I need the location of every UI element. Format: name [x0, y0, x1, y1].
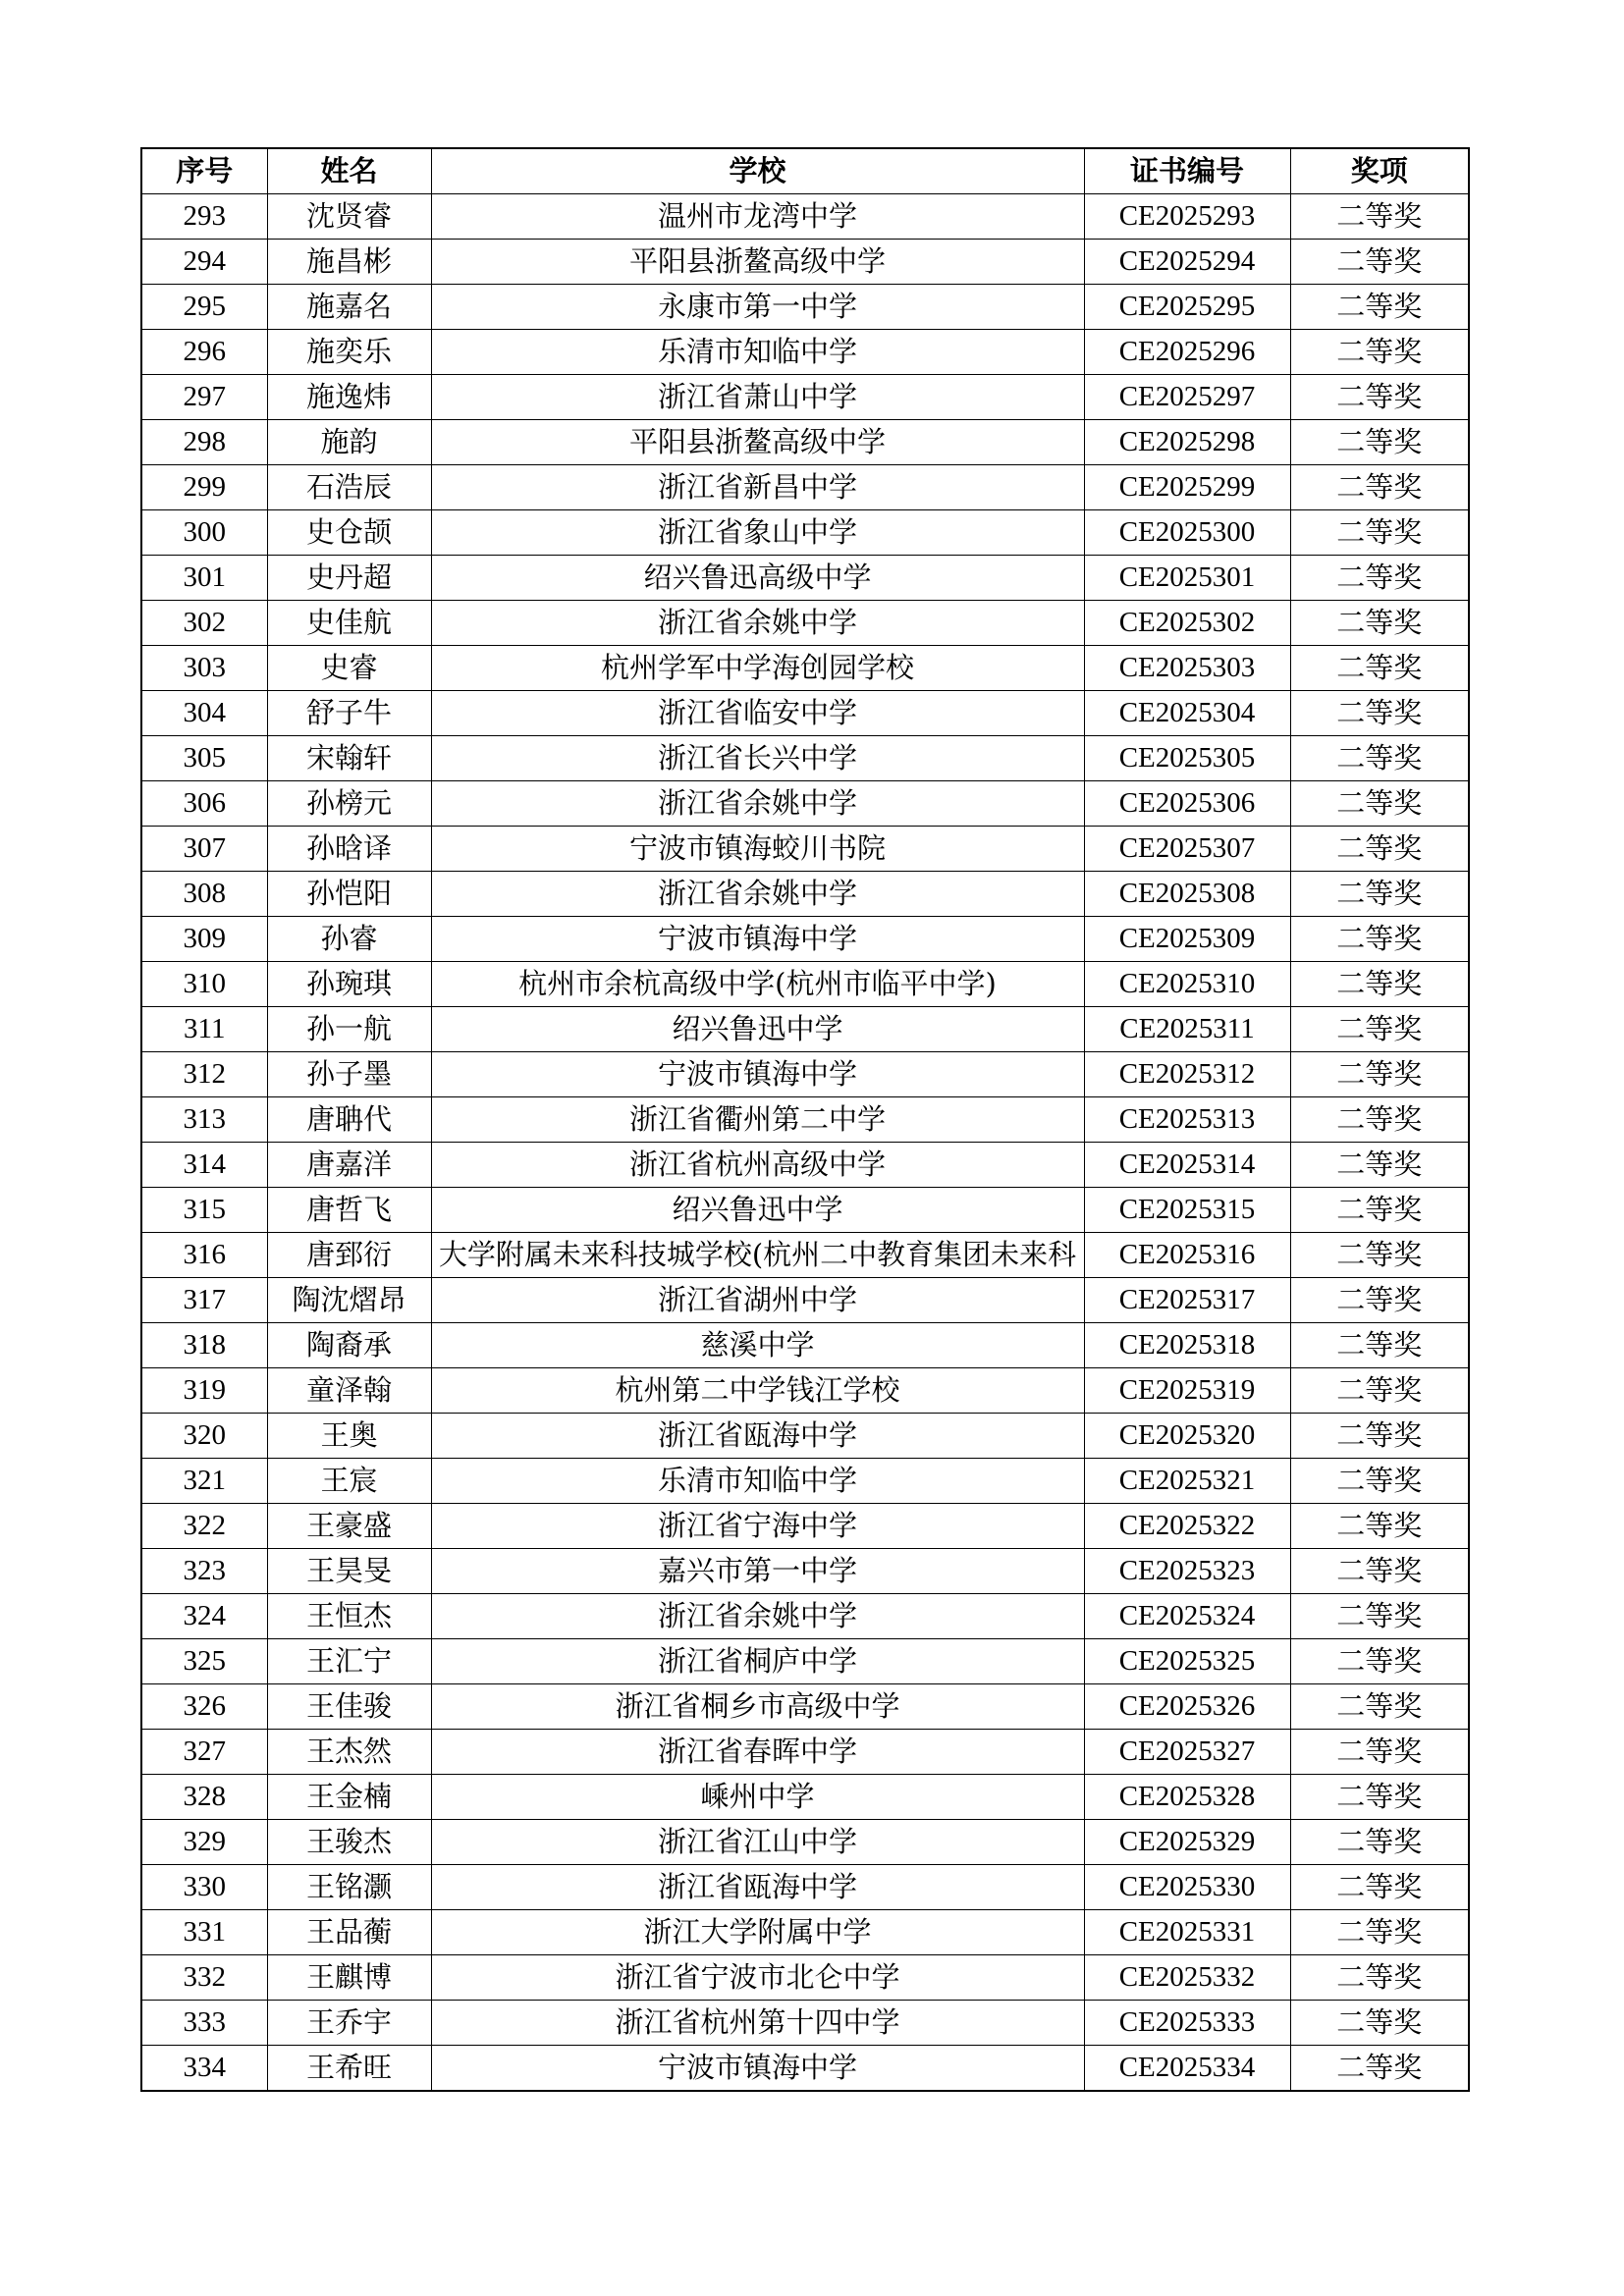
cell-name: 沈贤睿 [267, 194, 431, 240]
cell-name: 王麒博 [267, 1955, 431, 2001]
cell-cert: CE2025298 [1084, 420, 1290, 465]
cell-name: 王希旺 [267, 2046, 431, 2092]
cell-cert: CE2025325 [1084, 1639, 1290, 1684]
cell-no: 315 [141, 1188, 267, 1233]
table-row [141, 2001, 1469, 2046]
cell-cert: CE2025293 [1084, 194, 1290, 240]
cell-name: 史睿 [267, 646, 431, 691]
cell-no: 323 [141, 1549, 267, 1594]
table-row [141, 240, 1469, 285]
table-row [141, 1052, 1469, 1097]
table-row [141, 194, 1469, 240]
cell-no: 309 [141, 917, 267, 962]
cell-name: 施嘉名 [267, 285, 431, 330]
cell-no: 332 [141, 1955, 267, 2001]
table-row [141, 420, 1469, 465]
cell-name: 王金楠 [267, 1775, 431, 1820]
cell-award: 二等奖 [1290, 781, 1469, 827]
table-row [141, 962, 1469, 1007]
table-row [141, 1684, 1469, 1730]
cell-cert: CE2025301 [1084, 556, 1290, 601]
cell-school: 绍兴鲁迅高级中学 [431, 556, 1084, 601]
table-row [141, 1278, 1469, 1323]
cell-award: 二等奖 [1290, 285, 1469, 330]
cell-cert: CE2025304 [1084, 691, 1290, 736]
cell-cert: CE2025306 [1084, 781, 1290, 827]
header-school: 学校 [431, 148, 1084, 194]
table-row [141, 375, 1469, 420]
cell-school: 浙江省宁波市北仑中学 [431, 1955, 1084, 2001]
cell-no: 298 [141, 420, 267, 465]
cell-cert: CE2025317 [1084, 1278, 1290, 1323]
table-row [141, 646, 1469, 691]
table-row [141, 781, 1469, 827]
cell-school: 浙江省湖州中学 [431, 1278, 1084, 1323]
cell-name: 王宸 [267, 1459, 431, 1504]
award-table [140, 147, 1470, 2092]
cell-cert: CE2025333 [1084, 2001, 1290, 2046]
cell-name: 王杰然 [267, 1730, 431, 1775]
cell-cert: CE2025326 [1084, 1684, 1290, 1730]
cell-school: 浙江省衢州第二中学 [431, 1097, 1084, 1143]
table-row [141, 872, 1469, 917]
cell-cert: CE2025303 [1084, 646, 1290, 691]
cell-award: 二等奖 [1290, 1684, 1469, 1730]
table-body [141, 194, 1469, 2092]
cell-school: 浙江省象山中学 [431, 510, 1084, 556]
cell-name: 孙晗译 [267, 827, 431, 872]
cell-school: 浙江省新昌中学 [431, 465, 1084, 510]
cell-award: 二等奖 [1290, 1549, 1469, 1594]
cell-no: 311 [141, 1007, 267, 1052]
cell-cert: CE2025328 [1084, 1775, 1290, 1820]
cell-school: 浙江省杭州第十四中学 [431, 2001, 1084, 2046]
cell-name: 史仓颉 [267, 510, 431, 556]
cell-cert: CE2025309 [1084, 917, 1290, 962]
table-row [141, 1143, 1469, 1188]
cell-award: 二等奖 [1290, 736, 1469, 781]
cell-school: 浙江省宁海中学 [431, 1504, 1084, 1549]
cell-no: 320 [141, 1414, 267, 1459]
cell-cert: CE2025330 [1084, 1865, 1290, 1910]
cell-school: 嘉兴市第一中学 [431, 1549, 1084, 1594]
cell-cert: CE2025334 [1084, 2046, 1290, 2092]
cell-award: 二等奖 [1290, 1820, 1469, 1865]
cell-name: 王恒杰 [267, 1594, 431, 1639]
table-row [141, 1820, 1469, 1865]
cell-cert: CE2025314 [1084, 1143, 1290, 1188]
table-row [141, 1323, 1469, 1368]
cell-cert: CE2025311 [1084, 1007, 1290, 1052]
cell-name: 孙恺阳 [267, 872, 431, 917]
cell-award: 二等奖 [1290, 1414, 1469, 1459]
cell-no: 334 [141, 2046, 267, 2092]
table-row [141, 2046, 1469, 2092]
cell-school: 浙江省瓯海中学 [431, 1414, 1084, 1459]
cell-school: 宁波市镇海蛟川书院 [431, 827, 1084, 872]
cell-no: 329 [141, 1820, 267, 1865]
cell-name: 史佳航 [267, 601, 431, 646]
cell-award: 二等奖 [1290, 510, 1469, 556]
cell-name: 施昌彬 [267, 240, 431, 285]
cell-school: 绍兴鲁迅中学 [431, 1007, 1084, 1052]
cell-cert: CE2025329 [1084, 1820, 1290, 1865]
cell-name: 王骏杰 [267, 1820, 431, 1865]
table-row [141, 1188, 1469, 1233]
cell-award: 二等奖 [1290, 646, 1469, 691]
cell-no: 318 [141, 1323, 267, 1368]
table-row [141, 1594, 1469, 1639]
header-row [141, 148, 1469, 194]
cell-award: 二等奖 [1290, 2001, 1469, 2046]
cell-no: 302 [141, 601, 267, 646]
cell-name: 王品蘅 [267, 1910, 431, 1955]
cell-cert: CE2025299 [1084, 465, 1290, 510]
cell-no: 313 [141, 1097, 267, 1143]
cell-cert: CE2025319 [1084, 1368, 1290, 1414]
cell-school: 浙江省江山中学 [431, 1820, 1084, 1865]
cell-no: 324 [141, 1594, 267, 1639]
table-row [141, 1007, 1469, 1052]
cell-no: 307 [141, 827, 267, 872]
header-cert: 证书编号 [1084, 148, 1290, 194]
cell-school: 杭州学军中学海创园学校 [431, 646, 1084, 691]
table-row [141, 1233, 1469, 1278]
cell-cert: CE2025316 [1084, 1233, 1290, 1278]
cell-name: 孙琬琪 [267, 962, 431, 1007]
cell-no: 299 [141, 465, 267, 510]
cell-award: 二等奖 [1290, 1955, 1469, 2001]
cell-cert: CE2025300 [1084, 510, 1290, 556]
table-row [141, 465, 1469, 510]
cell-award: 二等奖 [1290, 1007, 1469, 1052]
table-row [141, 1097, 1469, 1143]
cell-school: 浙江省桐庐中学 [431, 1639, 1084, 1684]
cell-name: 唐聃代 [267, 1097, 431, 1143]
cell-no: 304 [141, 691, 267, 736]
cell-cert: CE2025295 [1084, 285, 1290, 330]
cell-name: 孙榜元 [267, 781, 431, 827]
cell-name: 王乔宇 [267, 2001, 431, 2046]
table-row [141, 510, 1469, 556]
cell-name: 陶裔承 [267, 1323, 431, 1368]
header-award: 奖项 [1290, 148, 1469, 194]
cell-cert: CE2025324 [1084, 1594, 1290, 1639]
cell-no: 314 [141, 1143, 267, 1188]
cell-school: 浙江省春晖中学 [431, 1730, 1084, 1775]
cell-school: 绍兴鲁迅中学 [431, 1188, 1084, 1233]
table-row [141, 556, 1469, 601]
cell-school: 浙江大学附属中学 [431, 1910, 1084, 1955]
cell-award: 二等奖 [1290, 556, 1469, 601]
table-row [141, 1549, 1469, 1594]
cell-no: 300 [141, 510, 267, 556]
table-row [141, 1414, 1469, 1459]
cell-school: 平阳县浙鳌高级中学 [431, 420, 1084, 465]
cell-cert: CE2025302 [1084, 601, 1290, 646]
cell-name: 孙子墨 [267, 1052, 431, 1097]
cell-name: 施韵 [267, 420, 431, 465]
cell-no: 326 [141, 1684, 267, 1730]
cell-cert: CE2025322 [1084, 1504, 1290, 1549]
cell-award: 二等奖 [1290, 1278, 1469, 1323]
cell-award: 二等奖 [1290, 1459, 1469, 1504]
cell-name: 施奕乐 [267, 330, 431, 375]
table-row [141, 1368, 1469, 1414]
cell-school: 浙江省临安中学 [431, 691, 1084, 736]
cell-award: 二等奖 [1290, 330, 1469, 375]
cell-award: 二等奖 [1290, 2046, 1469, 2092]
cell-no: 305 [141, 736, 267, 781]
cell-name: 唐哲飞 [267, 1188, 431, 1233]
cell-award: 二等奖 [1290, 1910, 1469, 1955]
cell-name: 王奥 [267, 1414, 431, 1459]
cell-no: 312 [141, 1052, 267, 1097]
cell-award: 二等奖 [1290, 691, 1469, 736]
cell-school: 宁波市镇海中学 [431, 1052, 1084, 1097]
cell-award: 二等奖 [1290, 420, 1469, 465]
header-no: 序号 [141, 148, 267, 194]
cell-name: 孙睿 [267, 917, 431, 962]
cell-award: 二等奖 [1290, 1368, 1469, 1414]
cell-award: 二等奖 [1290, 1594, 1469, 1639]
cell-no: 316 [141, 1233, 267, 1278]
table-row [141, 1955, 1469, 2001]
cell-cert: CE2025312 [1084, 1052, 1290, 1097]
cell-no: 330 [141, 1865, 267, 1910]
cell-cert: CE2025310 [1084, 962, 1290, 1007]
cell-cert: CE2025315 [1084, 1188, 1290, 1233]
cell-award: 二等奖 [1290, 1097, 1469, 1143]
cell-name: 史丹超 [267, 556, 431, 601]
cell-award: 二等奖 [1290, 1730, 1469, 1775]
cell-school: 杭州市余杭高级中学(杭州市临平中学) [431, 962, 1084, 1007]
cell-school: 浙江省余姚中学 [431, 872, 1084, 917]
cell-no: 317 [141, 1278, 267, 1323]
cell-no: 296 [141, 330, 267, 375]
cell-cert: CE2025331 [1084, 1910, 1290, 1955]
cell-cert: CE2025323 [1084, 1549, 1290, 1594]
cell-name: 唐郅衍 [267, 1233, 431, 1278]
header-name: 姓名 [267, 148, 431, 194]
cell-cert: CE2025320 [1084, 1414, 1290, 1459]
table-row [141, 285, 1469, 330]
cell-award: 二等奖 [1290, 1504, 1469, 1549]
cell-award: 二等奖 [1290, 194, 1469, 240]
cell-school: 浙江省瓯海中学 [431, 1865, 1084, 1910]
cell-name: 孙一航 [267, 1007, 431, 1052]
cell-name: 王汇宁 [267, 1639, 431, 1684]
cell-award: 二等奖 [1290, 601, 1469, 646]
cell-no: 294 [141, 240, 267, 285]
cell-award: 二等奖 [1290, 962, 1469, 1007]
cell-cert: CE2025307 [1084, 827, 1290, 872]
cell-no: 325 [141, 1639, 267, 1684]
table-row [141, 1865, 1469, 1910]
cell-school: 平阳县浙鳌高级中学 [431, 240, 1084, 285]
cell-school: 乐清市知临中学 [431, 1459, 1084, 1504]
cell-school: 浙江省余姚中学 [431, 781, 1084, 827]
table-row [141, 917, 1469, 962]
cell-award: 二等奖 [1290, 917, 1469, 962]
cell-name: 王豪盛 [267, 1504, 431, 1549]
cell-no: 327 [141, 1730, 267, 1775]
cell-no: 331 [141, 1910, 267, 1955]
cell-cert: CE2025327 [1084, 1730, 1290, 1775]
table-header [141, 148, 1469, 194]
cell-school: 浙江省萧山中学 [431, 375, 1084, 420]
cell-cert: CE2025332 [1084, 1955, 1290, 2001]
cell-cert: CE2025305 [1084, 736, 1290, 781]
cell-school: 宁波市镇海中学 [431, 917, 1084, 962]
cell-school: 温州市龙湾中学 [431, 194, 1084, 240]
cell-award: 二等奖 [1290, 1639, 1469, 1684]
cell-no: 328 [141, 1775, 267, 1820]
cell-school: 浙江省桐乡市高级中学 [431, 1684, 1084, 1730]
cell-no: 333 [141, 2001, 267, 2046]
cell-name: 舒子牛 [267, 691, 431, 736]
cell-school: 永康市第一中学 [431, 285, 1084, 330]
cell-award: 二等奖 [1290, 827, 1469, 872]
cell-award: 二等奖 [1290, 240, 1469, 285]
cell-name: 宋翰轩 [267, 736, 431, 781]
cell-name: 王佳骏 [267, 1684, 431, 1730]
cell-name: 王铭灏 [267, 1865, 431, 1910]
cell-cert: CE2025321 [1084, 1459, 1290, 1504]
cell-name: 陶沈熠昂 [267, 1278, 431, 1323]
table-row [141, 736, 1469, 781]
table-row [141, 691, 1469, 736]
cell-name: 石浩辰 [267, 465, 431, 510]
cell-cert: CE2025318 [1084, 1323, 1290, 1368]
cell-cert: CE2025313 [1084, 1097, 1290, 1143]
cell-name: 童泽翰 [267, 1368, 431, 1414]
cell-no: 319 [141, 1368, 267, 1414]
table-row [141, 1459, 1469, 1504]
cell-name: 唐嘉洋 [267, 1143, 431, 1188]
cell-cert: CE2025296 [1084, 330, 1290, 375]
cell-award: 二等奖 [1290, 1143, 1469, 1188]
table-row [141, 1504, 1469, 1549]
cell-award: 二等奖 [1290, 1865, 1469, 1910]
cell-no: 301 [141, 556, 267, 601]
cell-name: 施逸炜 [267, 375, 431, 420]
cell-cert: CE2025294 [1084, 240, 1290, 285]
table-row [141, 1639, 1469, 1684]
cell-cert: CE2025308 [1084, 872, 1290, 917]
cell-award: 二等奖 [1290, 1188, 1469, 1233]
table-row [141, 1730, 1469, 1775]
cell-no: 308 [141, 872, 267, 917]
cell-school: 浙江省长兴中学 [431, 736, 1084, 781]
cell-no: 293 [141, 194, 267, 240]
cell-school: 宁波市镇海中学 [431, 2046, 1084, 2092]
cell-school: 浙江省杭州高级中学 [431, 1143, 1084, 1188]
cell-no: 297 [141, 375, 267, 420]
cell-no: 295 [141, 285, 267, 330]
cell-award: 二等奖 [1290, 375, 1469, 420]
cell-school: 浙江省余姚中学 [431, 1594, 1084, 1639]
cell-school: 乐清市知临中学 [431, 330, 1084, 375]
cell-school: 杭州第二中学钱江学校 [431, 1368, 1084, 1414]
cell-no: 303 [141, 646, 267, 691]
cell-award: 二等奖 [1290, 1775, 1469, 1820]
cell-no: 321 [141, 1459, 267, 1504]
table-row [141, 1775, 1469, 1820]
table-row [141, 827, 1469, 872]
cell-no: 310 [141, 962, 267, 1007]
cell-no: 306 [141, 781, 267, 827]
cell-cert: CE2025297 [1084, 375, 1290, 420]
cell-award: 二等奖 [1290, 465, 1469, 510]
cell-name: 王昊旻 [267, 1549, 431, 1594]
cell-school: 慈溪中学 [431, 1323, 1084, 1368]
cell-no: 322 [141, 1504, 267, 1549]
cell-award: 二等奖 [1290, 1052, 1469, 1097]
cell-award: 二等奖 [1290, 1323, 1469, 1368]
table-row [141, 601, 1469, 646]
cell-school: 嵊州中学 [431, 1775, 1084, 1820]
cell-school: 大学附属未来科技城学校(杭州二中教育集团未来科 [431, 1233, 1084, 1278]
table-row [141, 330, 1469, 375]
cell-school: 浙江省余姚中学 [431, 601, 1084, 646]
cell-award: 二等奖 [1290, 1233, 1469, 1278]
cell-award: 二等奖 [1290, 872, 1469, 917]
table-row [141, 1910, 1469, 1955]
